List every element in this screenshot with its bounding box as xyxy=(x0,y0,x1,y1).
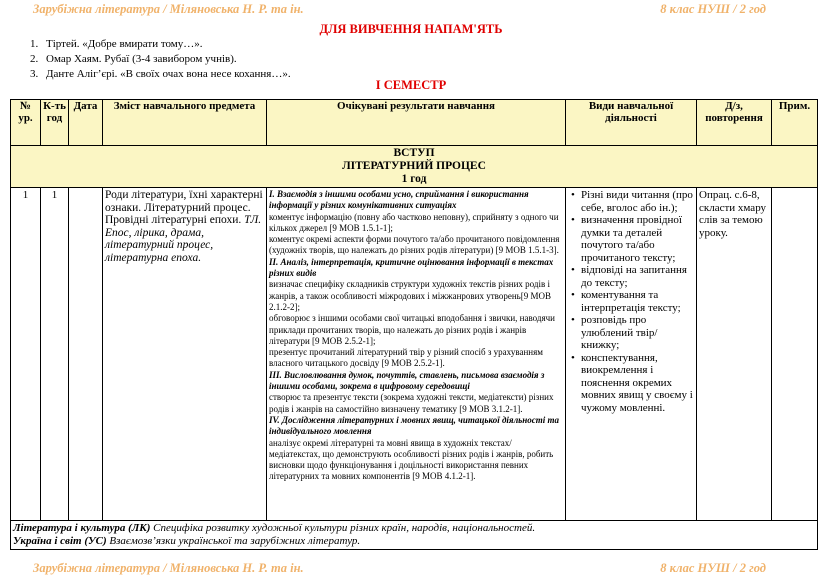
activity-item: • розповідь про улюблений твір/книжку; xyxy=(575,314,694,352)
page-footer xyxy=(0,561,822,579)
activity-item: • Різні види читання (про себе, вголос або ін.); xyxy=(575,189,694,214)
crosscutting-text: Специфіка розвитку художньої культури різних країн, народів, національностей. xyxy=(150,522,536,534)
learning-activities xyxy=(566,188,697,521)
result-item: обговорює з іншими особами свої читацькі вподобання і звички, наводячи приклади прочитаних творів, що належать до різних родів і жанрів літератури [9 МОВ 2.5.2-1]; xyxy=(269,313,555,346)
col-header-results: Очікувані результати навчання xyxy=(267,100,566,146)
homework: Опрац. с.6-8, скласти хмару слів за темою уроку. xyxy=(697,188,772,521)
crosscutting-label: Україна і світ (УС) xyxy=(13,535,107,547)
result-item: аналізує окремі літературні та мовні явища в художніх текстах/медіатекстах, що демонструють особливості різних родів і жанрів, робить висновки щодо функціонування і доцільності використання певних літературних та мовних компонентів [9 МОВ 4.1.2-1]. xyxy=(269,437,554,482)
memorize-item: 1. Тіртей. «Добре вмирати тому…». xyxy=(30,38,203,50)
semester-title: І СЕМЕСТР xyxy=(375,78,447,92)
section-subtitle: ЛІТЕРАТУРНИЙ ПРОЦЕС xyxy=(342,160,486,172)
result-heading: IV. Дослідження літературних і мовних явищ, читацької діяльності та індивідуального мовлення xyxy=(269,414,560,437)
result-item: презентує прочитаний літературний твір у різний спосіб з урахуванням власного читацького досвіду [9 МОВ 2.5.2-1]. xyxy=(269,347,543,369)
crosscutting-row xyxy=(11,521,818,550)
header-left-text: Зарубіжна література / Міляновська Н. Р. та ін. xyxy=(33,2,304,16)
lesson-number: 1 xyxy=(11,188,41,521)
memorize-item: 3. Данте Аліг’єрі. «В своїх очах вона несе кохання…». xyxy=(30,68,291,80)
result-item: коментує інформацію (повну або частково неповну), сприйняту з одного чи кількох джерел [9 МОВ 1.5.1-1]; xyxy=(269,211,559,233)
activity-item: • конспектування, виокремлення і пояснення окремих мовних явищ у своєму і чужому мовленні. xyxy=(575,352,694,415)
col-header-num: № ур. xyxy=(11,100,41,146)
notes xyxy=(772,188,818,521)
content-terms: ТЛ. Епос, лірика, драма, літературний процес, літературна епоха. xyxy=(105,214,262,264)
crosscutting-text: Взаємозв’язки української та зарубіжних літератур. xyxy=(106,535,361,547)
result-heading: ІІІ. Висловлювання думок, почуттів, ставлень, письмова взаємодія з іншими особами, зокрема в цифровому середовищі xyxy=(269,369,545,392)
activity-item: • визначення провідної думки та деталей почутого та/або прочитаного тексту; xyxy=(575,214,694,264)
col-header-notes: Прим. xyxy=(772,100,818,146)
col-header-homework: Д/з, повторення xyxy=(697,100,772,146)
result-item: коментує окремі аспекти форми почутого та/або прочитаного повідомлення (художніх творів, що належать до різних родів літератури) [9 МОВ 1.5.1-3]. xyxy=(269,234,560,256)
section-hours: 1 год xyxy=(401,173,427,185)
section-row xyxy=(11,146,818,188)
col-header-content: Зміст навчального предмета xyxy=(103,100,267,146)
content-text: Роди літератури, їхні характерні ознаки. Літературний процес. Провідні літературні епохи. xyxy=(105,189,263,226)
table-row xyxy=(11,188,818,521)
result-heading: І. Взаємодія з іншими особами усно, сприймання і використання інформації у різних комунікативних ситуаціях xyxy=(269,189,529,211)
activity-item: • відповіді на запитання до тексту; xyxy=(575,264,694,289)
lesson-date xyxy=(69,188,103,521)
section-title: ВСТУП xyxy=(393,147,435,159)
result-item: створює та презентує тексти (зокрема художні тексти, медіатексти) різних родів і жанрів на самостійно визначену тематику [9 МОВ 3.1.2-1]. xyxy=(269,392,554,414)
memorize-item: 2. Омар Хаям. Рубаї (3-4 завибором учнів). xyxy=(30,53,237,65)
table-header-row xyxy=(11,100,818,146)
activity-item: • коментування та інтерпретація тексту; xyxy=(575,289,694,314)
page-header xyxy=(0,2,822,20)
footer-left-text: Зарубіжна література / Міляновська Н. Р. та ін. xyxy=(33,561,304,575)
result-heading: ІІ. Аналіз, інтерпретація, критичне оцінювання інформації в текстах різних видів xyxy=(269,256,554,279)
lesson-hours: 1 xyxy=(41,188,69,521)
col-header-date: Дата xyxy=(69,100,103,146)
result-item: визначає специфіку складників структури художніх текстів різних родів і жанрів, а також особливості міжродових і міжжанрових утворень[9 МОВ 2.1.2-2]; xyxy=(269,279,552,312)
footer-right-text: 8 клас НУШ / 2 год xyxy=(660,561,766,575)
lesson-content xyxy=(103,188,267,521)
memorize-list xyxy=(30,37,291,82)
crosscutting-label: Література і культура (ЛК) xyxy=(13,522,151,534)
header-right-text: 8 клас НУШ / 2 год xyxy=(660,2,766,16)
crosscutting-line xyxy=(13,535,815,548)
expected-results xyxy=(267,188,566,521)
lesson-plan-table xyxy=(10,99,818,550)
crosscutting-line xyxy=(13,522,815,535)
col-header-hours: К-ть год xyxy=(41,100,69,146)
col-header-activities: Види навчальної діяльності xyxy=(566,100,697,146)
memorize-title: ДЛЯ ВИВЧЕННЯ НАПАМ'ЯТЬ xyxy=(319,22,503,36)
